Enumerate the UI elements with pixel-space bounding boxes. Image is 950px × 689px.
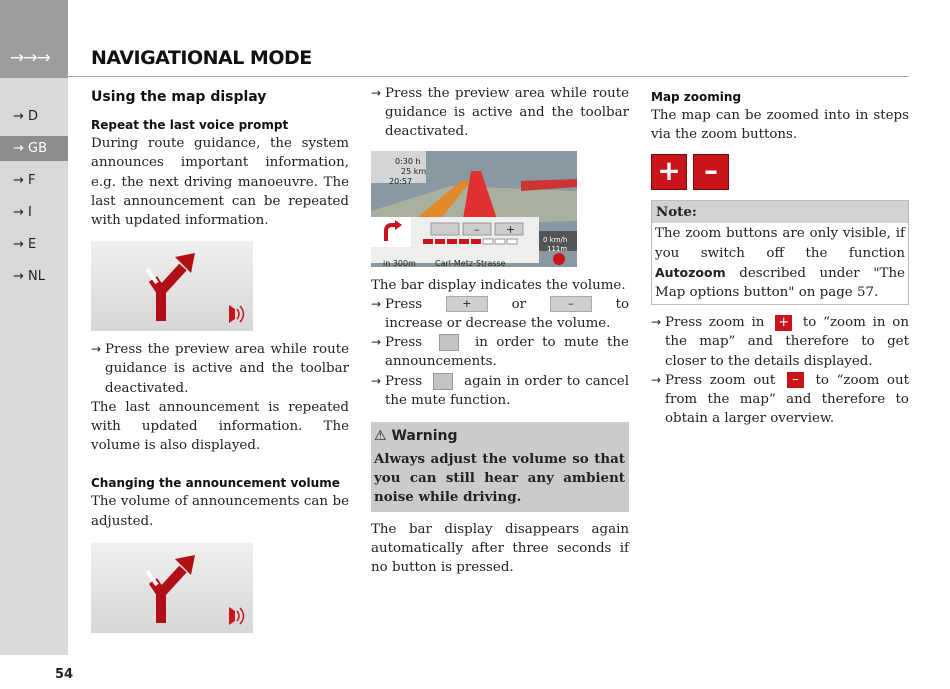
navigation-screenshot: [371, 151, 577, 267]
instruction-bullet: [651, 371, 909, 429]
bullet-text: in order to mute the announcements.: [385, 335, 629, 370]
bullet-text: Press zoom in: [665, 315, 765, 331]
bullet-arrow-icon: →: [371, 86, 382, 100]
note-heading: Note:: [652, 201, 908, 223]
instruction-bullet: [371, 84, 629, 142]
note-box: [651, 200, 909, 305]
sidebar-item-i[interactable]: → I: [13, 205, 32, 220]
screen-arrival-time: 20:57: [389, 176, 413, 186]
instruction-bullet: [371, 333, 629, 371]
sidebar-item-f[interactable]: → F: [13, 173, 36, 188]
note-text-part: The zoom buttons are only visible, if you switch off the function: [655, 226, 905, 261]
paragraph: The last announcement is repeated with updated information. The volume is also displayed.: [91, 399, 349, 454]
zoom-in-icon: +: [651, 154, 687, 190]
zoom-out-icon: –: [693, 154, 729, 190]
screen-distance: 25 km: [401, 166, 427, 176]
bullet-arrow-icon: →: [651, 315, 662, 330]
screen-minus: –: [474, 222, 480, 236]
sidebar-item-e[interactable]: → E: [13, 237, 37, 252]
preview-area-image: [91, 543, 253, 633]
warning-box: [371, 422, 629, 512]
bullet-text: to “zoom out from the map” and therefore to obtain a larger overview.: [665, 372, 909, 427]
page-number: 54: [55, 667, 74, 682]
note-text-part: described under "The Map options button" on page 57.: [655, 265, 905, 301]
volume-down-button: –: [550, 296, 592, 312]
instruction-bullet: [651, 313, 909, 371]
bullet-arrow-icon: →: [651, 372, 662, 387]
screen-speed: 0 km/h: [543, 235, 568, 244]
screen-plus: +: [506, 222, 516, 236]
paragraph: The bar display disappears again automatically after three seconds if no button is pressed.: [371, 521, 629, 576]
bullet-text: or: [511, 296, 527, 312]
sidebar-item-gb[interactable]: → GB: [0, 136, 68, 161]
volume-up-button: +: [446, 296, 488, 312]
bullet-text: again in order to cancel the mute function.: [385, 373, 630, 408]
screen-street-name: Carl-Metz-Strasse: [435, 258, 506, 267]
bullet-text: Press: [385, 296, 423, 312]
warning-text: Always adjust the volume so that you can still hear any ambient noise while driving.: [374, 451, 625, 506]
paragraph: The map can be zoomed into in steps via the zoom buttons.: [651, 108, 909, 143]
sidebar: [0, 0, 68, 655]
note-function-name: Autozoom: [655, 264, 726, 280]
screen-time-remaining: 0:30 h: [395, 156, 421, 166]
section-heading: Using the map display: [91, 89, 267, 105]
screen-altitude: 111m: [547, 244, 568, 253]
subheading-volume: Changing the announcement volume: [91, 476, 340, 491]
bullet-text: Press: [385, 373, 423, 389]
warning-triangle-icon: ⚠: [374, 428, 387, 445]
sidebar-item-nl[interactable]: → NL: [13, 269, 45, 284]
warning-heading: [374, 424, 625, 450]
turn-arrow-icon: [91, 543, 253, 633]
mute-icon: [433, 373, 453, 390]
bullet-text: Press the preview area while route guidance is active and the toolbar deactivated.: [105, 342, 349, 396]
instruction-bullet: [371, 372, 629, 410]
column-2: [371, 84, 629, 577]
note-text: [652, 223, 908, 304]
bullet-arrow-icon: →: [371, 335, 382, 350]
arrows-icon: →→→: [10, 48, 50, 68]
subheading-map-zooming: Map zooming: [651, 90, 742, 104]
screen-turn-distance: in 300m: [383, 258, 416, 267]
subheading-repeat-prompt: Repeat the last voice prompt: [91, 118, 289, 133]
paragraph: The volume of announcements can be adjusted.: [91, 494, 349, 529]
bullet-text: Press zoom out: [665, 372, 776, 388]
column-3: [651, 88, 909, 428]
paragraph: The bar display indicates the volume.: [371, 277, 626, 293]
preview-area-image: [91, 241, 253, 331]
warning-title: Warning: [391, 428, 458, 445]
instruction-bullet: [371, 295, 629, 333]
bullet-arrow-icon: →: [371, 296, 382, 311]
zoom-out-small-icon: –: [787, 372, 804, 388]
instruction-bullet: [91, 340, 349, 398]
bullet-text: to “zoom in on the map” and therefore to get closer to the details displayed.: [665, 315, 909, 369]
zoom-in-small-icon: +: [775, 315, 792, 331]
bullet-text: Press: [385, 335, 423, 351]
paragraph: During route guidance, the system announces important information, e.g. the next driving manoeuvre. The last announcement can be repeated with updated information.: [91, 136, 349, 229]
bullet-text: to increase or decrease the volume.: [385, 296, 630, 332]
sidebar-header-block: [0, 0, 68, 78]
bullet-arrow-icon: →: [91, 342, 102, 357]
mute-icon: [439, 334, 459, 351]
bullet-text: Press the preview area while route guidance is active and the toolbar deactivated.: [385, 86, 629, 140]
column-1: [91, 88, 349, 642]
header-divider: [68, 76, 909, 77]
turn-arrow-icon: [91, 241, 253, 331]
bullet-arrow-icon: →: [371, 373, 382, 388]
sidebar-item-d[interactable]: → D: [13, 109, 39, 124]
zoom-buttons-illustration: [651, 154, 909, 190]
page-title: NAVIGATIONAL MODE: [91, 47, 312, 69]
